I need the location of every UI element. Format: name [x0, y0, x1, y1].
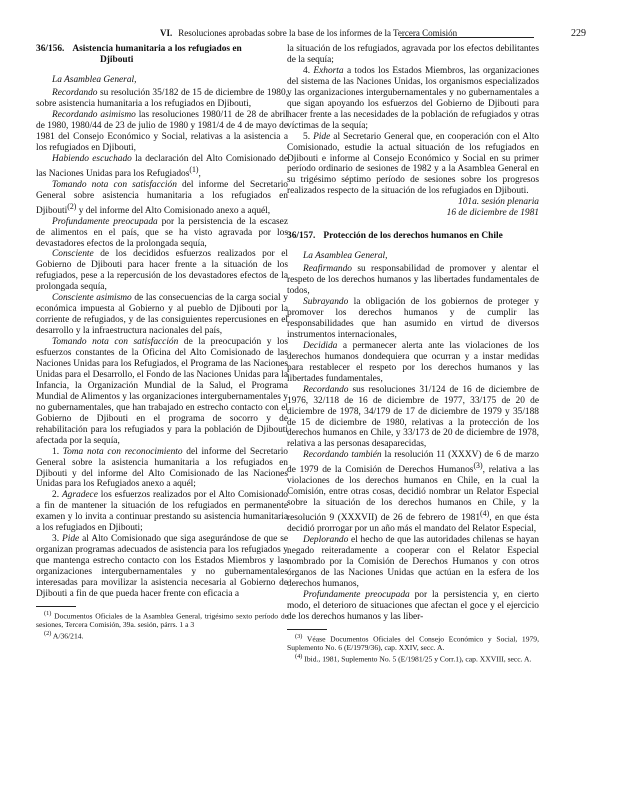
preamble-paragraph: Recordando asimismo las resoluciones 1980/11 de 28 de abril de 1980, 1980/44 de 23 de julio de 1980 y 1981/4 de 4 de mayo de 1981 del Consejo Económico y Social, relativas a la asistencia a los refugiados en Djibouti, [36, 109, 288, 153]
preamble-paragraph: Profundamente preocupada por la persistencia y, en cierto modo, el deterioro de situaciones que afectan el goce y el ejercicio de los derechos humanos y las liber- [287, 590, 539, 622]
operative-paragraph: 4. Exhorta a todos los Estados Miembros, las organizaciones del sistema de las Naciones Unidas, los organismos especializados y las organizaciones intergubernamentales y no gubernamentales a que sigan apoyando los esfuerzos del Gobierno de Djibouti para hacer frente a las necesidades de la población de refugiados y otras víctimas de la sequía; [287, 65, 540, 131]
preamble-paragraph: Subrayando la obligación de los gobiernos de proteger y promover los derechos humanos y de cumplir las responsabilidades que han asumido en virtud de diversos instrumentos internacionales, [287, 297, 539, 340]
footnote-ref: (4) [480, 509, 490, 519]
operative-paragraph: 2. Agradece los esfuerzos realizados por el Alto Comisionado a fin de mantener la situación de los refugiados en permanente examen y lo invita a continuar prestando su asistencia humanitaria a los refugiados en Djibouti; [36, 490, 288, 534]
page-number: 229 [571, 28, 586, 39]
running-header [0, 28, 622, 42]
preamble-paragraph: Habiendo escuchado la declaración del Alto Comisionado de las Naciones Unidas para los Refugiados$^{(1)}$, [36, 153, 289, 179]
footnote-ref: (1) [189, 164, 199, 174]
continued-paragraph: la situación de los refugiados, agravada por los efectos debilitantes de la sequía; [287, 44, 539, 65]
footnote-ref: (3) [473, 461, 483, 471]
section-heading-36-157: 36/157. Protección de los derechos humanos en Chile [287, 231, 503, 242]
right-column [287, 44, 539, 664]
left-column [36, 44, 288, 641]
section-heading-line2: Djibouti [100, 54, 134, 65]
footnote: $^{(3)}$ Véase Documentos Oficiales del Consejo Económico y Social, 1979, Suplemento No. 6 (E/1979/36), cap. XXIV, secc. A. [287, 632, 539, 653]
preamble-paragraph: Deplorando el hecho de que las autoridades chilenas se hayan negado reiteradamente a cooperar con el Relator Especial nombrado por la Comisión de Derechos Humanos y con otros órganos de las Naciones Unidas que actúan en la esfera de los derechos humanos, [287, 535, 539, 590]
preamble-paragraph: Consciente de los decididos esfuerzos realizados por el Gobierno de Djibouti para hacer frente a la situación de los refugiados, pese a la repercusión de los devastadores efectos de la prolongada sequía, [36, 249, 288, 293]
preamble-paragraph: Decidida a permanecer alerta ante las violaciones de los derechos humanos dondequiera que ocurran y a instar medidas para restablecer el respeto por los derechos humanos y las libertades fundamentales, [287, 340, 539, 384]
header-rule [400, 37, 534, 38]
operative-paragraph: 5. Pide al Secretario General que, en cooperación con el Alto Comisionado, estudie la actual situación de los refugiados en Djibouti e informe al Consejo Económico y Social en su primer período ordinario de sesiones de 1982 y a la Asamblea General en su trigésimo séptimo período de sesiones sobre los progresos realizados respecto de la situación de los refugiados en Djibouti. [287, 131, 540, 197]
operative-paragraph: 3. Pide al Alto Comisionado que siga asegurándose de que se organizan programas adecuados de asistencia para los refugiados y que mantenga estrecho contacto con los Estados Miembros y las organizaciones intergubernamentales y no gubernamentales interesadas para movilizar la asistencia necesaria al Gobierno de Djibouti a fin de que pueda hacer frente con eficacia a [36, 534, 288, 599]
section-heading-36-156: 36/156. Asistencia humanitaria a los refugiados en [36, 44, 242, 54]
preamble-paragraph: Reafirmando su responsabilidad de promover y alentar el respeto de los derechos humanos y las libertades fundamentales de todos, [287, 264, 539, 297]
footnote-rule [36, 606, 76, 607]
running-lead: VI. [160, 28, 173, 38]
operative-paragraph: 1. Toma nota con reconocimiento del informe del Secretario General sobre la asistencia humanitaria a los refugiados en Djibouti y del informe del Alto Comisionado de las Naciones Unidas para los Refugiados anexo a aquél; [36, 446, 288, 490]
preamble-paragraph: Recordando su resolución 35/182 de 15 de diciembre de 1980, sobre asistencia humanitaria a los refugiados en Djibouti, [36, 87, 288, 109]
assembly-opening: La Asamblea General, [303, 251, 388, 262]
spacer [287, 219, 539, 231]
adoption-date: 16 de diciembre de 1981 [446, 208, 539, 219]
assembly-opening: La Asamblea General, [52, 74, 137, 85]
preamble-paragraph: Consciente asimismo de las consecuencias de la carga social y económica impuesta al Gobierno y al pueblo de Djibouti por la corriente de refugiados, y de las consiguientes repercusiones en el desarrollo y la infraestructura nacionales del país, [36, 293, 288, 337]
preamble-paragraph: Tomando nota con satisfacción del informe del Secretario General sobre asistencia humanitaria a los refugiados en Djibouti$^{(2)}$ y del informe del Alto Comisionado anexo a aquél, [36, 179, 288, 216]
footnote: $^{(1)}$ Documentos Oficiales de la Asamblea General, trigésimo sexto período de sesiones, Tercera Comisión, 39a. sesión, párrs. 1 a 3 [36, 609, 288, 630]
plenary-meeting: 101a. sesión plenaria [458, 197, 539, 208]
preamble-paragraph: Recordando también la resolución 11 (XXXV) de 6 de marzo de 1979 de la Comisión de Derechos Humanos$^{(3)}$, relativa a las violaciones de los derechos humanos en Chile, en la cual la Comisión, entre otras cosas, decidió nombrar un Relator Especial sobre la situación de los derechos humanos en Chile, y la resolución 9 (XXXVII) de 26 de febrero de 1981$^{(4)}$, en que ésta decidió prorrogar por un año más el mandato del Relator Especial, [287, 450, 539, 535]
footnote: $^{(2)}$ A/36/214. [44, 630, 84, 642]
footnote-ref: (2) [67, 201, 77, 211]
preamble-paragraph: Recordando sus resoluciones 31/124 de 16 de diciembre de 1976, 32/118 de 16 de diciembre de 1977, 33/175 de 20 de diciembre de 1978, 34/179 de 17 de diciembre de 1979 y 35/188 de 15 de diciembre de 1980, relativas a la protección de los derechos humanos en Chile, y 33/173 de 20 de diciembre de 1978, relativa a las personas desaparecidas, [287, 384, 539, 450]
preamble-paragraph: Profundamente preocupada por la persistencia de la escasez de alimentos en el país, que se ha visto agravada por los devastadores efectos de la prolongada sequía, [36, 216, 289, 249]
running-title: VI. Resoluciones aprobadas sobre la base de los informes de la Tercera Comisión [160, 28, 458, 38]
footnote: $^{(4)}$ Ibid., 1981, Suplemento No. 5 (E/1981/25 y Corr.1), cap. XXVIII, secc. A. [295, 653, 532, 664]
preamble-paragraph: Tomando nota con satisfacción de la preocupación y los esfuerzos constantes de la Oficina del Alto Comisionado de las Naciones Unidas para los Refugiados, el Programa de las Naciones Unidas para el Desarrollo, el Fondo de las Naciones Unidas para la Infancia, la Organización Mundial de la Salud, el Programa Mundial de Alimentos y las organizaciones intergubernamentales y no gubernamentales, que han trabajado en estrecho contacto con el Gobierno de Djibouti en el programa de socorro y de rehabilitación para los refugiados y para la población de Djibouti afectada por la sequía, [36, 337, 289, 446]
footnote-rule [287, 629, 327, 630]
